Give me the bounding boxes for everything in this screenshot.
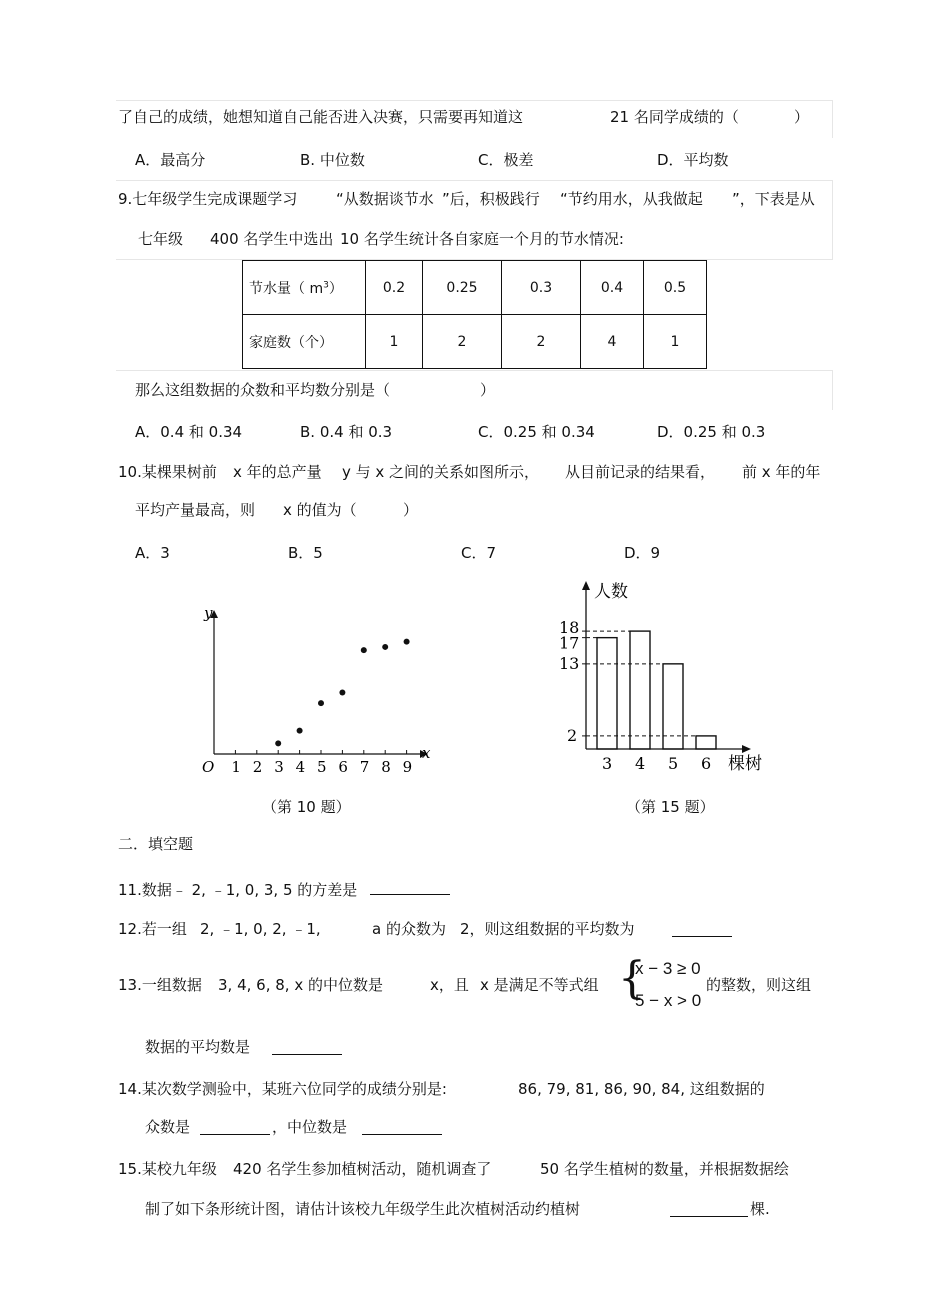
x-tick-label: 5 bbox=[668, 754, 679, 773]
origin-label: O bbox=[202, 758, 215, 776]
x-tick-label: 7 bbox=[359, 758, 370, 776]
q14-stem: 86, 79, 81, 86, 90, 84, 这组数据的 bbox=[518, 1080, 765, 1098]
q10-stem: 前 x 年的年 bbox=[742, 463, 821, 481]
q10-stem: ） bbox=[403, 501, 419, 519]
q10-option-c: C．7 bbox=[461, 544, 497, 562]
q9-followup: 那么这组数据的众数和平均数分别是（ bbox=[135, 381, 391, 399]
figure-10-caption: （第 10 题） bbox=[262, 798, 351, 816]
data-point bbox=[404, 639, 410, 645]
table-cell: 0.2 bbox=[366, 261, 423, 315]
y-axis-label: y bbox=[204, 604, 213, 622]
q10-option-d: D．9 bbox=[624, 544, 661, 562]
divider bbox=[832, 370, 833, 410]
bar bbox=[696, 736, 716, 749]
y-axis-title: 人数 bbox=[594, 582, 628, 602]
data-point bbox=[382, 644, 388, 650]
inequality-1: x − 3 ≥ 0 bbox=[635, 959, 701, 978]
answer-blank[interactable] bbox=[272, 1040, 342, 1055]
scatter-figure-10 bbox=[190, 600, 450, 785]
q14-stem: 14.某次数学测验中，某班六位同学的成绩分别是: bbox=[118, 1080, 447, 1098]
q10-stem: x 年的总产量 bbox=[233, 463, 322, 481]
y-axis-arrow bbox=[582, 581, 590, 590]
q8-option-d: D．平均数 bbox=[657, 151, 729, 169]
q9-stem: 七年级 bbox=[138, 230, 184, 248]
y-tick-label: 2 bbox=[567, 725, 578, 745]
table-cell: 0.3 bbox=[502, 261, 581, 315]
q12-stem: 12.若一组 bbox=[118, 920, 187, 938]
x-axis-arrow bbox=[742, 745, 751, 753]
answer-blank[interactable] bbox=[362, 1120, 442, 1135]
x-tick-label: 2 bbox=[252, 758, 263, 776]
inequality-2: 5 − x > 0 bbox=[635, 991, 702, 1010]
y-tick-label: 18 bbox=[559, 618, 580, 638]
divider bbox=[116, 180, 832, 181]
q15-stem: 15.某校九年级 bbox=[118, 1160, 217, 1178]
q10-option-b: B．5 bbox=[288, 544, 323, 562]
x-tick-label: 6 bbox=[701, 754, 712, 773]
q14-stem: ，中位数是 bbox=[272, 1118, 348, 1136]
q13-stem: 3, 4, 6, 8, x 的中位数是 bbox=[218, 976, 383, 994]
bar bbox=[630, 631, 650, 749]
bar bbox=[597, 638, 617, 749]
x-tick-label: 4 bbox=[635, 754, 646, 773]
x-axis-title: 棵树 bbox=[728, 754, 762, 774]
q10-option-a: A．3 bbox=[135, 544, 170, 562]
table-cell: 0.25 bbox=[423, 261, 502, 315]
q15-stem: 制了如下条形统计图，请估计该校九年级学生此次植树活动约植树 bbox=[145, 1200, 581, 1218]
x-axis-label: x bbox=[422, 744, 431, 762]
y-tick-label: 13 bbox=[559, 653, 580, 673]
q8-option-c: C．极差 bbox=[478, 151, 534, 169]
table-cell: 2 bbox=[423, 315, 502, 369]
q10-stem: x 的值为（ bbox=[283, 501, 357, 519]
q10-stem: 平均产量最高，则 bbox=[135, 501, 256, 519]
x-tick-label: 3 bbox=[274, 758, 284, 776]
q14-stem: 众数是 bbox=[145, 1118, 191, 1136]
q11-stem: 11.数据﹣ 2, ﹣1, 0, 3, 5 的方差是 bbox=[118, 881, 358, 899]
q9-option-d: D．0.25 和 0.3 bbox=[657, 423, 766, 441]
q13-stem: x 是满足不等式组 bbox=[480, 976, 599, 994]
y-tick-label: 17 bbox=[559, 633, 580, 653]
x-tick-label: 8 bbox=[381, 758, 391, 776]
x-tick-label: 1 bbox=[231, 758, 241, 776]
figure-15-caption: （第 15 题） bbox=[626, 798, 715, 816]
table-cell: 1 bbox=[366, 315, 423, 369]
divider bbox=[116, 100, 832, 101]
q8-stem: 21 名同学成绩的（ bbox=[610, 108, 739, 126]
table-row bbox=[243, 261, 707, 315]
x-tick-label: 6 bbox=[338, 758, 348, 776]
q13-stem: x，且 bbox=[430, 976, 469, 994]
section-title: 二．填空题 bbox=[118, 835, 194, 853]
table-row bbox=[243, 315, 707, 369]
data-point bbox=[275, 740, 281, 746]
q9-stem: ”后，积极践行 bbox=[442, 190, 540, 208]
q13-stem: 数据的平均数是 bbox=[145, 1038, 251, 1056]
q9-stem: 9.七年级学生完成课题学习 bbox=[118, 190, 298, 208]
q9-option-b: B. 0.4 和 0.3 bbox=[300, 423, 393, 441]
q12-stem: 2，则这组数据的平均数为 bbox=[460, 920, 635, 938]
divider bbox=[832, 180, 833, 260]
q9-stem: ”，下表是从 bbox=[732, 190, 815, 208]
q9-stem: “节约用水，从我做起 bbox=[560, 190, 703, 208]
question-11 bbox=[118, 880, 450, 898]
x-tick-label: 9 bbox=[402, 758, 413, 776]
q9-option-c: C．0.25 和 0.34 bbox=[478, 423, 595, 441]
answer-blank[interactable] bbox=[670, 1202, 748, 1217]
data-point bbox=[339, 690, 345, 696]
table-header-cell: 节水量（ $m^3$） bbox=[243, 261, 366, 315]
q13-stem: 的整数，则这组 bbox=[706, 976, 812, 994]
q9-stem: 10 名学生统计各自家庭一个月的节水情况: bbox=[340, 230, 624, 248]
divider bbox=[832, 100, 833, 138]
table-cell: 2 bbox=[502, 315, 581, 369]
q8-stem: 了自己的成绩，她想知道自己能否进入决赛，只需要再知道这 bbox=[118, 108, 524, 126]
data-point bbox=[361, 647, 367, 653]
q10-stem: 从目前记录的结果看， bbox=[565, 463, 716, 481]
answer-blank[interactable] bbox=[672, 922, 732, 937]
q12-stem: a 的众数为 bbox=[372, 920, 446, 938]
water-saving-table bbox=[242, 260, 707, 369]
q15-stem: 50 名学生植树的数量，并根据数据绘 bbox=[540, 1160, 789, 1178]
table-cell: 4 bbox=[581, 315, 644, 369]
x-tick-label: 5 bbox=[317, 758, 327, 776]
q9-stem: 400 名学生中选出 bbox=[210, 230, 334, 248]
table-cell: 1 bbox=[644, 315, 707, 369]
q10-stem: y 与 x 之间的关系如图所示， bbox=[342, 463, 540, 481]
x-tick-label: 4 bbox=[295, 758, 306, 776]
answer-blank[interactable] bbox=[370, 880, 450, 895]
table-cell: 0.5 bbox=[644, 261, 707, 315]
q10-stem: 10.某棵果树前 bbox=[118, 463, 217, 481]
q15-stem: 棵. bbox=[750, 1200, 770, 1218]
q9-option-a: A．0.4 和 0.34 bbox=[135, 423, 243, 441]
brace-icon: { bbox=[618, 953, 646, 1004]
q9-stem: “从数据谈节水 bbox=[336, 190, 434, 208]
table-cell: 0.4 bbox=[581, 261, 644, 315]
q8-option-a: A．最高分 bbox=[135, 151, 206, 169]
x-tick-label: 3 bbox=[602, 754, 613, 773]
divider bbox=[116, 370, 832, 371]
answer-blank[interactable] bbox=[200, 1120, 270, 1135]
data-point bbox=[318, 700, 324, 706]
q8-option-b: B. 中位数 bbox=[300, 151, 365, 169]
bar-chart-figure-15 bbox=[545, 575, 775, 775]
q12-stem: 2, ﹣1, 0, 2, ﹣1, bbox=[200, 920, 321, 938]
q13-stem: 13.一组数据 bbox=[118, 976, 202, 994]
table-header-cell: 家庭数（个） bbox=[243, 315, 366, 369]
q15-stem: 420 名学生参加植树活动，随机调查了 bbox=[233, 1160, 492, 1178]
data-point bbox=[297, 728, 303, 734]
q9-followup: ） bbox=[480, 381, 496, 399]
q8-stem: ） bbox=[794, 108, 810, 126]
